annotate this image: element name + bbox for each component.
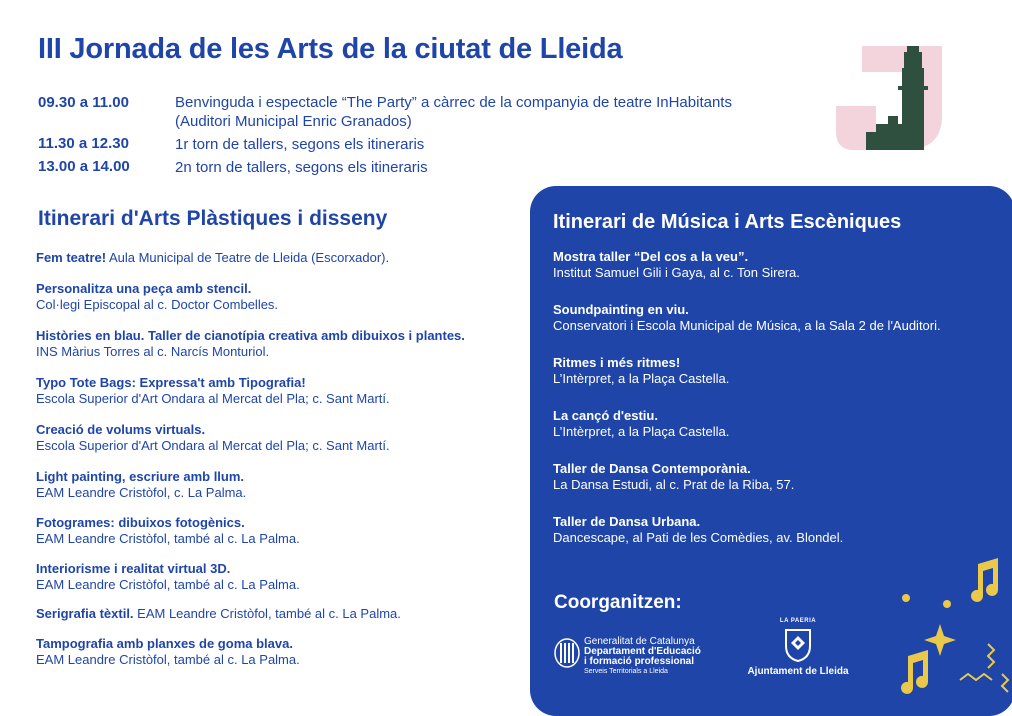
item-title: Taller de Dansa Urbana.: [553, 514, 701, 529]
gencat-emblem-icon: [554, 638, 580, 668]
gencat-line2: Departament d'Educació: [584, 646, 701, 657]
list-item: [553, 355, 1003, 408]
list-item: [36, 375, 526, 422]
squiggle-icon: [1002, 674, 1008, 692]
item-detail: L’Intèrpret, a la Plaça Castella.: [553, 424, 730, 439]
left-itinerary-list: [36, 250, 526, 668]
squiggle-icon: [960, 674, 992, 680]
item-title: Fotogrames: dibuixos fotogènics.: [36, 515, 245, 530]
item-title: Creació de volums virtuals.: [36, 422, 206, 437]
item-detail: Escola Superior d'Art Ondara al Mercat del Pla; c. Sant Martí.: [36, 391, 390, 406]
item-title: Light painting, escriure amb llum.: [36, 469, 245, 484]
list-item: [553, 408, 1003, 461]
paeria-name: Ajuntament de Lleida: [747, 666, 849, 677]
item-detail: Escola Superior d'Art Ondara al Mercat del Pla; c. Sant Martí.: [36, 438, 390, 453]
list-item: [36, 469, 526, 515]
item-title: Serigrafia tèxtil.: [36, 606, 134, 621]
schedule-text-1: [175, 93, 815, 131]
item-title: Taller de Dansa Contemporània.: [553, 461, 751, 476]
item-detail: Conservatori i Escola Municipal de Música, a la Sala 2 de l'Auditori.: [553, 318, 941, 333]
list-item: [36, 281, 526, 328]
item-detail: L’Intèrpret, a la Plaça Castella.: [553, 371, 730, 386]
item-title: Tampografia amb planxes de goma blava.: [36, 636, 293, 651]
dot-icon: [902, 594, 910, 602]
item-detail: EAM Leandre Cristòfol, també al c. La Palma.: [36, 531, 300, 546]
schedule-text-3: 2n torn de tallers, segons els itineraris: [175, 159, 428, 176]
schedule-text-1-line2: (Auditori Municipal Enric Granados): [175, 113, 412, 130]
right-itinerary-heading: Itinerari de Música i Arts Escèniques: [553, 211, 902, 233]
item-title: Ritmes i més ritmes!: [553, 355, 681, 370]
list-item: [36, 515, 526, 561]
list-item: [36, 328, 526, 375]
item-title: Soundpainting en viu.: [553, 302, 689, 317]
item-detail: EAM Leandre Cristòfol, també al c. La Palma.: [133, 606, 401, 621]
item-detail: EAM Leandre Cristòfol, també al c. La Palma.: [36, 577, 300, 592]
item-detail: INS Màrius Torres al c. Narcís Monturiol.: [36, 344, 270, 359]
item-detail: EAM Leandre Cristòfol, també al c. La Palma.: [36, 652, 300, 667]
left-itinerary-heading: Itinerari d'Arts Plàstiques i disseny: [38, 207, 388, 230]
right-itinerary-list: [553, 249, 1003, 546]
item-title: Typo Tote Bags: Expressa't amb Tipografia!: [36, 375, 306, 390]
item-title: Interiorisme i realitat virtual 3D.: [36, 561, 231, 576]
schedule-text-1-line1: Benvinguda i espectacle “The Party” a càrrec de la companyia de teatre InHabitants: [175, 94, 732, 111]
list-item: [36, 561, 526, 606]
item-title: Mostra taller “Del cos a la veu”.: [553, 249, 749, 264]
list-item: [36, 250, 526, 281]
schedule-time-3: 13.00 a 14.00: [38, 158, 130, 175]
gencat-line4: Serveis Territorials a Lleida: [584, 668, 668, 675]
paeria-top-text: LA PAERIA: [779, 618, 817, 624]
item-title: Històries en blau. Taller de cianotípia creativa amb dibuixos i plantes.: [36, 328, 465, 343]
list-item: [36, 636, 526, 668]
list-item: [36, 422, 526, 469]
list-item: [553, 302, 1003, 355]
music-note-icon: [901, 650, 928, 694]
gencat-line1: Generalitat de Catalunya: [584, 636, 695, 647]
list-item: [36, 606, 526, 636]
music-itinerary-panel: [530, 186, 1012, 716]
gencat-line3: i formació professional: [584, 656, 695, 667]
sparkle-icon: [924, 624, 956, 656]
gencat-logo: [554, 636, 724, 684]
item-detail: Institut Samuel Gili i Gaya, al c. Ton Sirera.: [553, 265, 800, 280]
list-item: [553, 514, 1003, 546]
page-title: III Jornada de les Arts de la ciutat de Lleida: [38, 33, 623, 65]
schedule-time-1: 09.30 a 11.00: [38, 94, 129, 111]
item-detail: Aula Municipal de Teatre de Lleida (Escorxador).: [106, 250, 390, 265]
item-detail: Dancescape, al Pati de les Comèdies, av. Blondel.: [553, 530, 844, 545]
list-item: [553, 249, 1003, 302]
item-detail: EAM Leandre Cristòfol, c. La Palma.: [36, 485, 247, 500]
music-decoration: [870, 556, 1012, 716]
list-item: [553, 461, 1003, 514]
item-detail: La Dansa Estudi, al c. Prat de la Riba, 57.: [553, 477, 795, 492]
coorganizers-label: Coorganitzen:: [554, 592, 682, 613]
jornada-logo: [836, 46, 972, 150]
schedule-text-2: 1r torn de tallers, segons els itineraris: [175, 136, 425, 153]
paeria-shield-icon: [783, 628, 813, 662]
schedule-time-2: 11.30 a 12.30: [38, 135, 129, 152]
music-note-icon: [971, 558, 998, 602]
item-title: La cançó d'estiu.: [553, 408, 658, 423]
item-title: Personalitza una peça amb stencil.: [36, 281, 252, 296]
dot-icon: [943, 600, 951, 608]
paeria-logo: [738, 618, 858, 688]
gencat-text: [584, 637, 701, 677]
item-detail: Col·legi Episcopal al c. Doctor Combelles.: [36, 297, 279, 312]
squiggle-icon: [988, 644, 994, 668]
item-title: Fem teatre!: [36, 250, 107, 265]
